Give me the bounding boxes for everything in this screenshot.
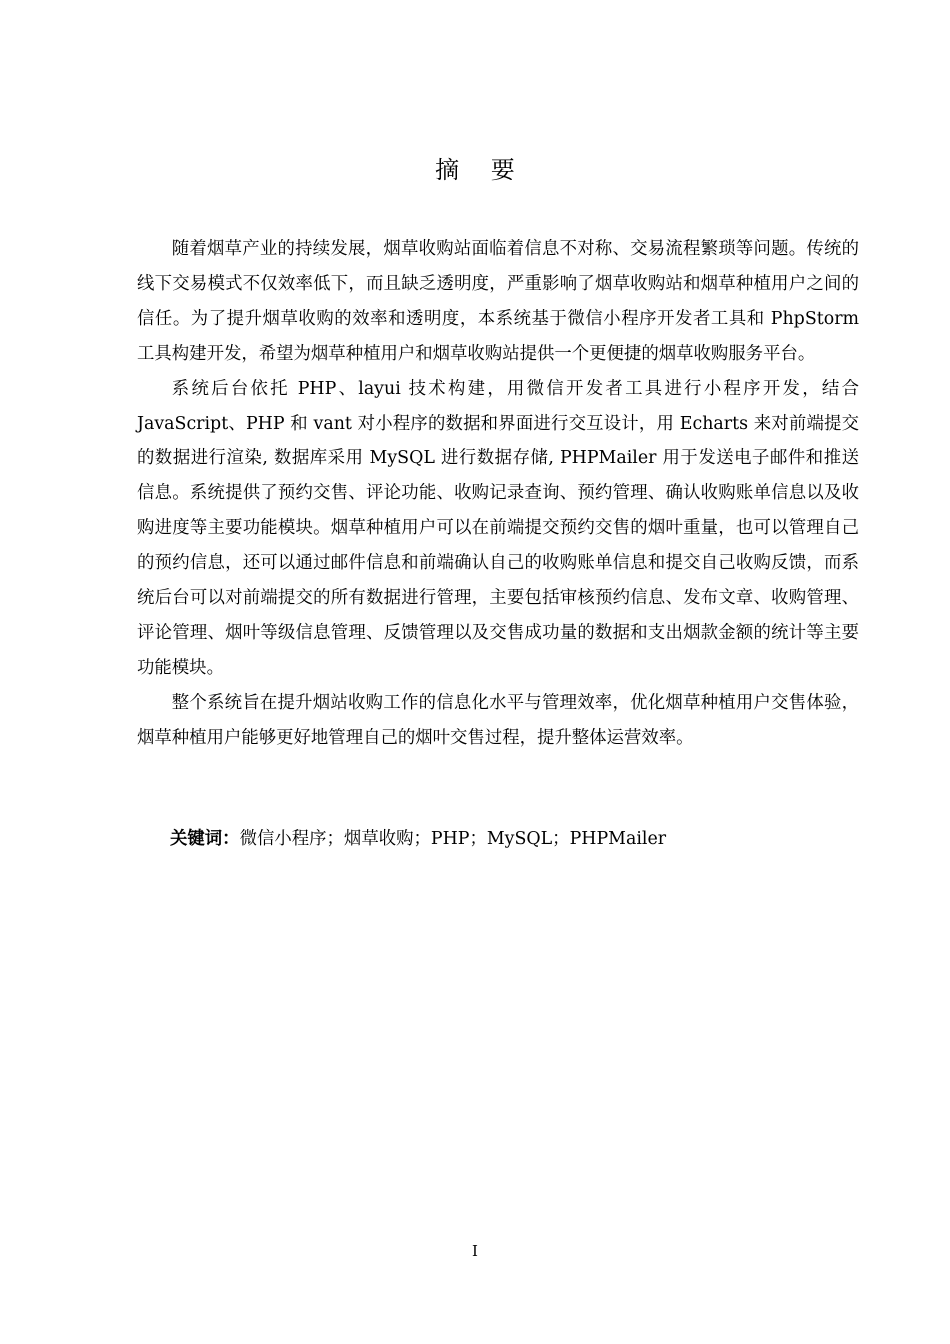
- abstract-paragraph-1: 随着烟草产业的持续发展，烟草收购站面临着信息不对称、交易流程繁琐等问题。传统的线下交易模式不仅效率低下，而且缺乏透明度，严重影响了烟草收购站和烟草种植用户之间的信任。为了提升烟草收购的效率和透明度，本系统基于微信小程序开发者工具和 PhpStorm 工具构建开发，希望为烟草种植用户和烟草收购站提供一个更便捷的烟草收购服务平台。: [137, 239, 859, 364]
- abstract-body: [137, 232, 859, 756]
- page-number: I: [472, 1242, 478, 1260]
- abstract-title: 摘 要: [435, 156, 527, 184]
- abstract-paragraph-2: 系统后台依托 PHP、layui 技术构建，用微信开发者工具进行小程序开发，结合 JavaScript、PHP 和 vant 对小程序的数据和界面进行交互设计，用 Echarts 来对前端提交的数据进行渲染, 数据库采用 MySQL 进行数据存储, PHPMailer 用于发送电子邮件和推送信息。系统提供了预约交售、评论功能、收购记录查询、预约管理、确认收购账单信息以及收购进度等主要功能模块。烟草种植用户可以在前端提交预约交售的烟叶重量，也可以管理自己的预约信息，还可以通过邮件信息和前端确认自己的收购账单信息和提交自己收购反馈，而系统后台可以对前端提交的所有数据进行管理，主要包括审核预约信息、发布文章、收购管理、评论管理、烟叶等级信息管理、反馈管理以及交售成功量的数据和支出烟款金额的统计等主要功能模块。: [137, 378, 859, 678]
- keywords-line: [170, 824, 666, 854]
- abstract-paragraph-3: 整个系统旨在提升烟站收购工作的信息化水平与管理效率，优化烟草种植用户交售体验，烟草种植用户能够更好地管理自己的烟叶交售过程，提升整体运营效率。: [137, 692, 859, 748]
- keywords-label: 关键词：: [170, 829, 240, 849]
- keywords-list: 微信小程序；烟草收购；PHP；MySQL；PHPMailer: [239, 829, 667, 849]
